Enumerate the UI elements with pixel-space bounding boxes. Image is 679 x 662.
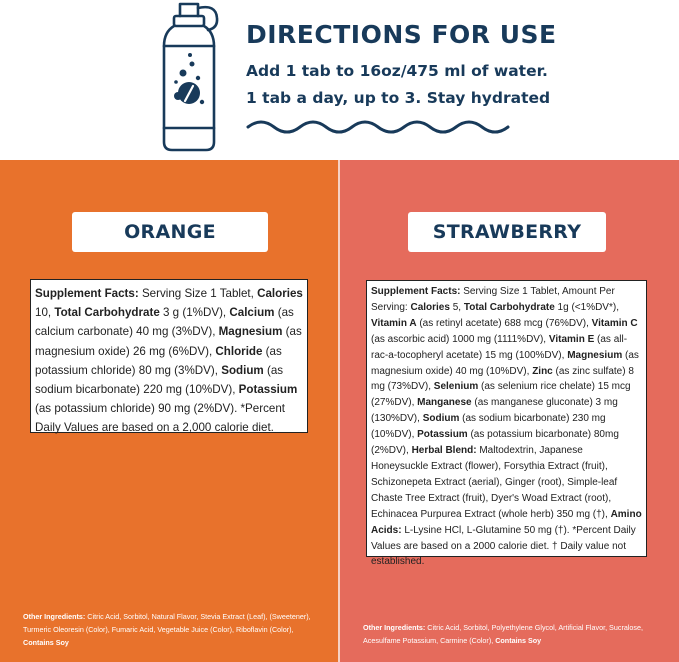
text-segment: (as magnesium oxide) 40 mg (10%DV),	[371, 349, 639, 377]
wave-icon	[246, 116, 516, 138]
orange-supplement-facts	[30, 279, 308, 433]
text-bold-segment: Potassium	[238, 383, 298, 397]
text-segment: (as potassium chloride) 80 mg (3%DV),	[35, 344, 282, 377]
text-bold-segment: Potassium	[417, 429, 468, 441]
text-segment: (as magnesium oxide) 26 mg (6%DV),	[35, 325, 302, 358]
text-bold-segment: Calcium	[229, 306, 275, 320]
text-bold-segment: Other Ingredients:	[23, 612, 86, 621]
text-segment: L-Lysine HCl, L-Glutamine 50 mg (†). *Percent Daily Values are based on a 2000 calorie diet. † Daily value not established.	[371, 524, 636, 568]
text-bold-segment: Vitamin C	[591, 317, 638, 329]
orange-panel	[0, 160, 338, 662]
text-bold-segment: Vitamin E	[548, 333, 595, 345]
text-segment: Maltodextrin, Japanese Honeysuckle Extract (flower), Forsythia Extract (fruit), Schizonepeta Extract (aerial), Ginger (root), Simple-leaf Chaste Tree Extract (fruit), Dyer's Woad Extract (root), Echinacea Purpurea Extract (whole herb) 350 mg (†),	[371, 445, 618, 520]
directions-title: DIRECTIONS FOR USE	[246, 20, 557, 49]
text-segment: (as potassium bicarbonate) 80mg (2%DV),	[371, 429, 619, 457]
text-bold-segment: Supplement Facts:	[35, 287, 139, 300]
orange-flavor-label: ORANGE	[72, 212, 268, 252]
strawberry-flavor-label: STRAWBERRY	[408, 212, 606, 252]
strawberry-panel	[340, 160, 679, 662]
text-bold-segment: Contains Soy	[23, 637, 69, 647]
text-segment: (as zinc sulfate) 8 mg (73%DV),	[371, 365, 634, 393]
orange-other-ingredients	[23, 611, 323, 649]
text-bold-segment: Amino Acids:	[371, 508, 642, 536]
water-bottle-icon	[160, 2, 226, 152]
text-bold-segment: Supplement Facts:	[371, 286, 461, 297]
text-segment: Citric Acid, Sorbitol, Polyethylene Glycol, Artificial Flavor, Sucralose, Acesulfame Potassium, Carmine (Color),	[363, 623, 644, 645]
text-segment: 1g (<1%DV*),	[554, 301, 619, 313]
text-segment: (as ascorbic acid) 1000 mg (1111%DV),	[371, 333, 549, 345]
text-bold-segment: Vitamin A	[371, 317, 417, 329]
text-segment: 5,	[449, 301, 464, 313]
text-segment: 10,	[35, 306, 55, 320]
text-bold-segment: Sodium	[221, 363, 264, 377]
text-segment: (as potassium chloride) 90 mg (2%DV). *Percent Daily Values are based on a 2,000 calorie diet.	[35, 402, 286, 435]
text-segment: (as sodium bicarbonate) 230 mg (10%DV),	[371, 413, 606, 441]
directions-header	[0, 0, 679, 160]
text-bold-segment: Manganese	[417, 397, 472, 409]
text-segment: (as sodium bicarbonate) 220 mg (10%DV),	[35, 363, 284, 397]
directions-line-2: 1 tab a day, up to 3. Stay hydrated	[246, 89, 551, 107]
text-bold-segment: Total Carbohydrate	[463, 301, 555, 313]
text-bold-segment: Calories	[410, 301, 450, 313]
text-bold-segment: Magnesium	[567, 349, 623, 361]
text-bold-segment: Zinc	[532, 365, 553, 377]
text-segment: Serving Size 1 Tablet,	[138, 287, 258, 300]
text-bold-segment: Magnesium	[218, 325, 283, 339]
text-segment: 3 g (1%DV),	[159, 306, 230, 320]
text-bold-segment: Selenium	[433, 381, 479, 393]
text-bold-segment: Contains Soy	[495, 635, 542, 645]
text-bold-segment: Calories	[257, 287, 303, 300]
text-bold-segment: Other Ingredients:	[363, 623, 426, 632]
text-segment: (as selenium rice chelate) 15 mcg (27%DV),	[371, 381, 631, 409]
text-segment: (as calcium carbonate) 40 mg (3%DV),	[35, 306, 294, 339]
text-bold-segment: Total Carbohydrate	[54, 306, 160, 320]
text-bold-segment: Sodium	[422, 413, 460, 425]
text-bold-segment: Herbal Blend:	[411, 445, 477, 457]
text-segment: Citric Acid, Sorbitol, Natural Flavor, Stevia Extract (Leaf), (Sweetener), Turmeric Oleoresin (Color), Fumaric Acid, Vegetable Juice (Color), Riboflavin (Color),	[23, 612, 311, 634]
text-bold-segment: Chloride	[215, 344, 263, 358]
directions-line-1: Add 1 tab to 16oz/475 ml of water.	[246, 62, 548, 80]
strawberry-other-ingredients	[363, 622, 668, 648]
strawberry-supplement-facts	[366, 280, 647, 568]
text-segment: (as manganese gluconate) 3 mg (130%DV),	[371, 397, 618, 425]
text-segment: (as retinyl acetate) 688 mcg (76%DV),	[416, 317, 592, 329]
text-segment: (as all-rac-a-tocopheryl acetate) 15 mg (100%DV),	[371, 333, 628, 361]
text-segment: Serving Size 1 Tablet, Amount Per Serving:	[371, 286, 615, 313]
